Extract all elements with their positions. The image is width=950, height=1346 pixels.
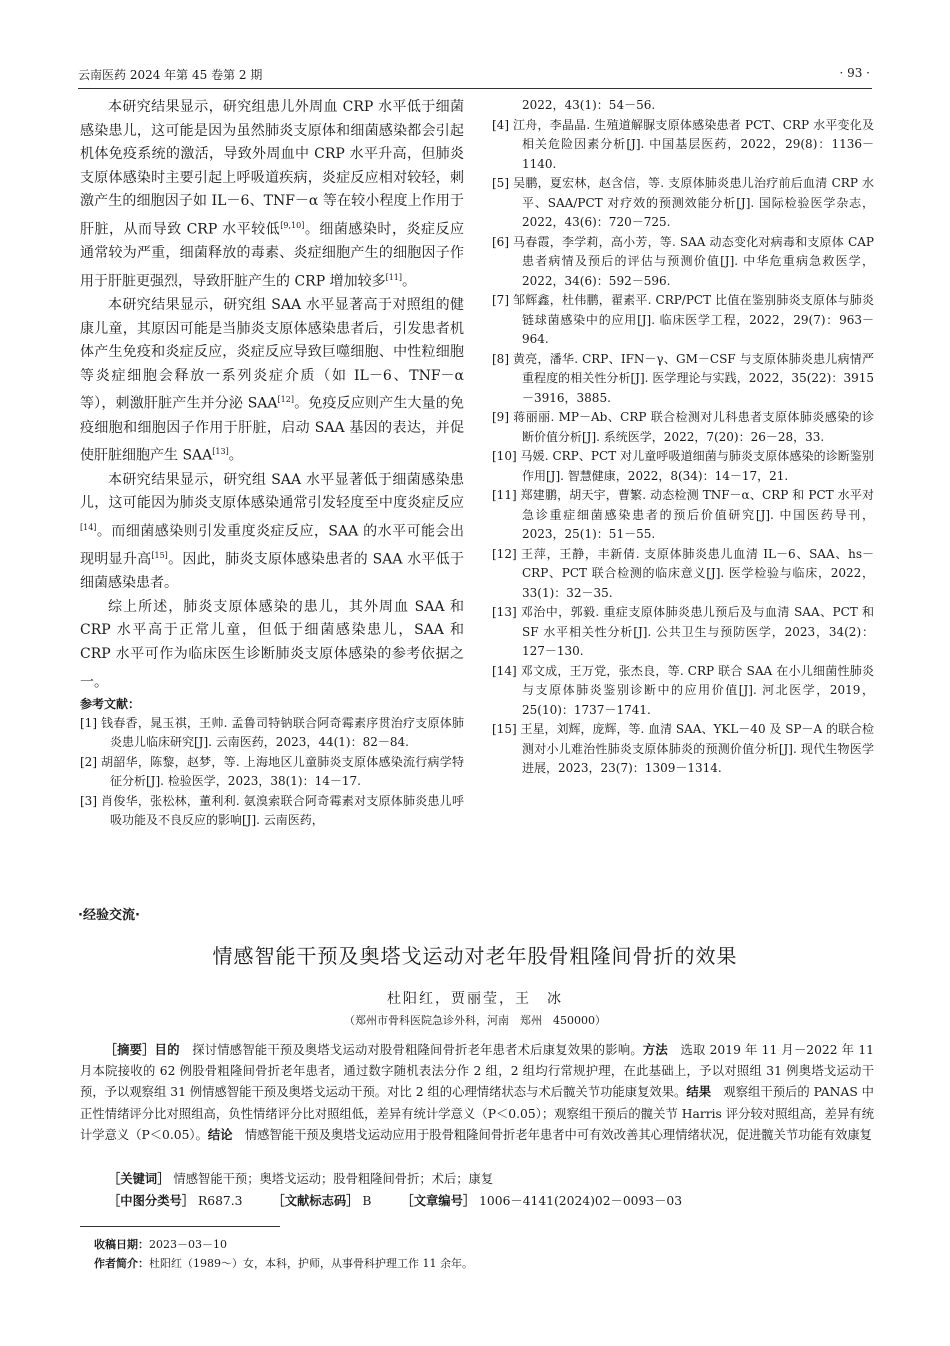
article-title: 情感智能干预及奥塔戈运动对老年股骨粗隆间骨折的效果: [212, 944, 738, 968]
reference-item: [13] 邓治中，郭毅. 重症支原体肺炎患儿预后及与血清 SAA、PCT 和 SF 水平相关性分析[J]. 公共卫生与预防医学，2023，34(2)：127－130.: [492, 605, 874, 658]
reference-item: [9] 蒋丽丽. MP－Ab、CRP 联合检测对儿科患者支原体肺炎感染的诊断价值分析[J]. 系统医学，2022，7(20)：26－28，33.: [492, 410, 874, 444]
reference-item: [6] 马春霞，李学莉，高小芳，等. SAA 动态变化对病毒和支原体 CAP 患者病情及预后的评估与预测价值[J]. 中华危重病急救医学，2022，34(6)：592－596.: [492, 234, 874, 288]
left-column: [80, 96, 464, 831]
reference-item: [2] 胡韶华，陈黎，赵梦，等. 上海地区儿童肺炎支原体感染流行病学特征分析[J]. 检验医学，2023，38(1)：14－17.: [80, 754, 464, 789]
keywords-label: ［关键词］: [108, 1171, 170, 1186]
article-authors: 杜阳红，贾丽莹，王 冰: [387, 991, 563, 1007]
section-tag: ·经验交流·: [78, 908, 140, 923]
body-paragraph: 本研究结果显示，研究组 SAA 水平显著高于对照组的健康儿童，其原因可能是当肺炎支原体感染患者后，引发患者机体产生免疫和炎症反应，炎症反应导致巨噬细胞、中性粒细胞等炎症细胞会释放一系列炎症介质（如 IL－6、TNF－α 等），刺激肝脏产生并分泌 SAA[12]。免疫反应则产生大量的免疫细胞和细胞因子作用于肝脏，启动 SAA 基因的表达，并促使肝脏细胞产生 SAA[13]。: [80, 297, 465, 464]
reference-item: [15] 王星，刘辉，庞辉，等. 血清 SAA、YKL－40 及 SP－A 的联合检测对小儿难治性肺炎支原体肺炎的预测价值分析[J]. 现代生物医学进展，2023，23(7)：1309－1314.: [492, 722, 874, 775]
article-abstract: ［摘要］目的 探讨情感智能干预及奥塔戈运动对股骨粗隆间骨折老年患者术后康复效果的影响。方法 选取 2019 年 11 月－2022 年 11 月本院接收的 62 例股骨粗隆间骨折老年患者，通过数字随机表法分作 2 组，2 组均行常规护理，在此基础上，予以对照组 31 例奥塔戈运动干预，予以观察组 31 例情感智能干预及奥塔戈运动干预。对比 2 组的心理情绪状态与术后髋关节功能康复效果。结果 观察组干预后的 PANAS 中正性情绪评分比对照组高，负性情绪评分比对照组低，差异有统计学意义（P＜0.05）；观察组干预后的髋关节 Harris 评分较对照组高，差异有统计学意义（P＜0.05）。结论 情感智能干预及奥塔戈运动应用于股骨粗隆间骨折老年患者中可有效改善其心理情绪状况，促进髋关节功能有效康复: [80, 1043, 874, 1142]
footnote-divider: [80, 1226, 280, 1227]
reference-item: [12] 王萍，王静，丰新倩. 支原体肺炎患儿血清 IL－6、SAA、hs－CRP、PCT 联合检测的临床意义[J]. 医学检验与临床，2022，33(1)：32－35.: [492, 546, 874, 600]
page-number: · 93 ·: [839, 66, 870, 80]
reference-item: [10] 马媛. CRP、PCT 对儿童呼吸道细菌与肺炎支原体感染的诊断鉴别作用[J]. 智慧健康，2022，8(34)：14－17，21.: [492, 449, 874, 483]
keywords-text: 情感智能干预；奥塔戈运动；股骨粗隆间骨折；术后；康复: [173, 1172, 494, 1186]
author-affiliation: （郑州市骨科医院急诊外科，河南 郑州 450000）: [344, 1014, 606, 1027]
body-paragraph: 本研究结果显示，研究组患儿外周血 CRP 水平低于细菌感染患儿，这可能是因为虽然肺炎支原体和细菌感染都会引起机体免疫系统的激活，导致外周血中 CRP 水平升高，但肺炎支原体感染时主要引起上呼吸道疾病，炎症反应相对较轻，刺激产生的细胞因子如 IL－6、TNF－α 等在较小程度上作用于肝脏，从而导致 CRP 水平较低[9,10]。细菌感染时，炎症反应通常较为严重，细菌释放的毒素、炎症细胞产生的细胞因子作用于肝脏更强烈，导致肝脏产生的 CRP 增加较多[11]。: [80, 99, 465, 290]
reference-item: [3] 肖俊华，张松林，董利利. 氨溴索联合阿奇霉素对支原体肺炎患儿呼吸功能及不良反应的影响[J]. 云南医药，: [80, 793, 464, 828]
references-heading: 参考文献：: [80, 696, 141, 711]
author-bio: 作者简介：杜阳红（1989～）女，本科，护师，从事骨科护理工作 11 余年。: [94, 1257, 473, 1270]
reference-item: [5] 吴鹏，夏宏林，赵含信，等. 支原体肺炎患儿治疗前后血清 CRP 水平、SAA/PCT 对疗效的预测效能分析[J]. 国际检验医学杂志，2022，43(6)：720－725.: [492, 176, 874, 229]
body-paragraph: 本研究结果显示，研究组 SAA 水平显著低于细菌感染患儿，这可能因为肺炎支原体感染通常引发轻度至中度炎症反应[14]。而细菌感染则引发重度炎症反应，SAA 的水平可能会出现明显升高[15]。因此，肺炎支原体感染患者的 SAA 水平低于细菌感染患者。: [80, 471, 464, 592]
keywords-line: [108, 1168, 493, 1190]
reference-item: [14] 邓文成，王万党，张杰良，等. CRP 联合 SAA 在小儿细菌性肺炎与支原体肺炎鉴别诊断中的应用价值[J]. 河北医学，2019，25(10)：1737－1741.: [492, 663, 874, 717]
right-column: [492, 96, 874, 779]
classification-line: ［中图分类号］ R687.3 ［文献标志码］ B ［文章编号］ 1006－4141(2024)02－0093－03: [108, 1193, 683, 1208]
reference-item: [8] 黄亮，潘华. CRP、IFN－γ、GM－CSF 与支原体肺炎患儿病情严重程度的相关性分析[J]. 医学理论与实践，2022，35(22)：3915－3916，3885.: [492, 351, 874, 405]
reference-item: [1] 钱春香，晁玉祺，王帅. 孟鲁司特钠联合阿奇霉素序贯治疗支原体肺炎患儿临床研究[J]. 云南医药，2023，44(1)：82－84.: [80, 715, 464, 750]
reference-item: [11] 郑建鹏，胡天宇，曹繁. 动态检测 TNF－α、CRP 和 PCT 水平对急诊重症细菌感染患者的预后价值研究[J]. 中国医药导刊，2023，25(1)：51－55.: [492, 488, 874, 541]
reference-item: [7] 邹辉鑫，杜伟鹏，翟素平. CRP/PCT 比值在鉴别肺炎支原体与肺炎链球菌感染中的应用[J]. 临床医学工程，2022，29(7)：963－964.: [492, 293, 874, 346]
reference-continued: 2022，43(1)：54－56.: [522, 98, 656, 112]
received-date: 收稿日期：2023－03－10: [94, 1238, 227, 1251]
header-divider: [78, 88, 872, 89]
body-paragraph: 综上所述，肺炎支原体感染的患儿，其外周血 SAA 和 CRP 水平高于正常儿童，但低于细菌感染患儿，SAA 和 CRP 水平可作为临床医生诊断肺炎支原体感染的参考依据之一。: [80, 598, 464, 691]
journal-header: 云南医药 2024 年第 45 卷第 2 期: [78, 68, 263, 82]
reference-item: [4] 江舟，李晶晶. 生殖道解脲支原体感染患者 PCT、CRP 水平变化及相关危险因素分析[J]. 中国基层医药，2022，29(8)：1136－1140.: [492, 117, 874, 171]
